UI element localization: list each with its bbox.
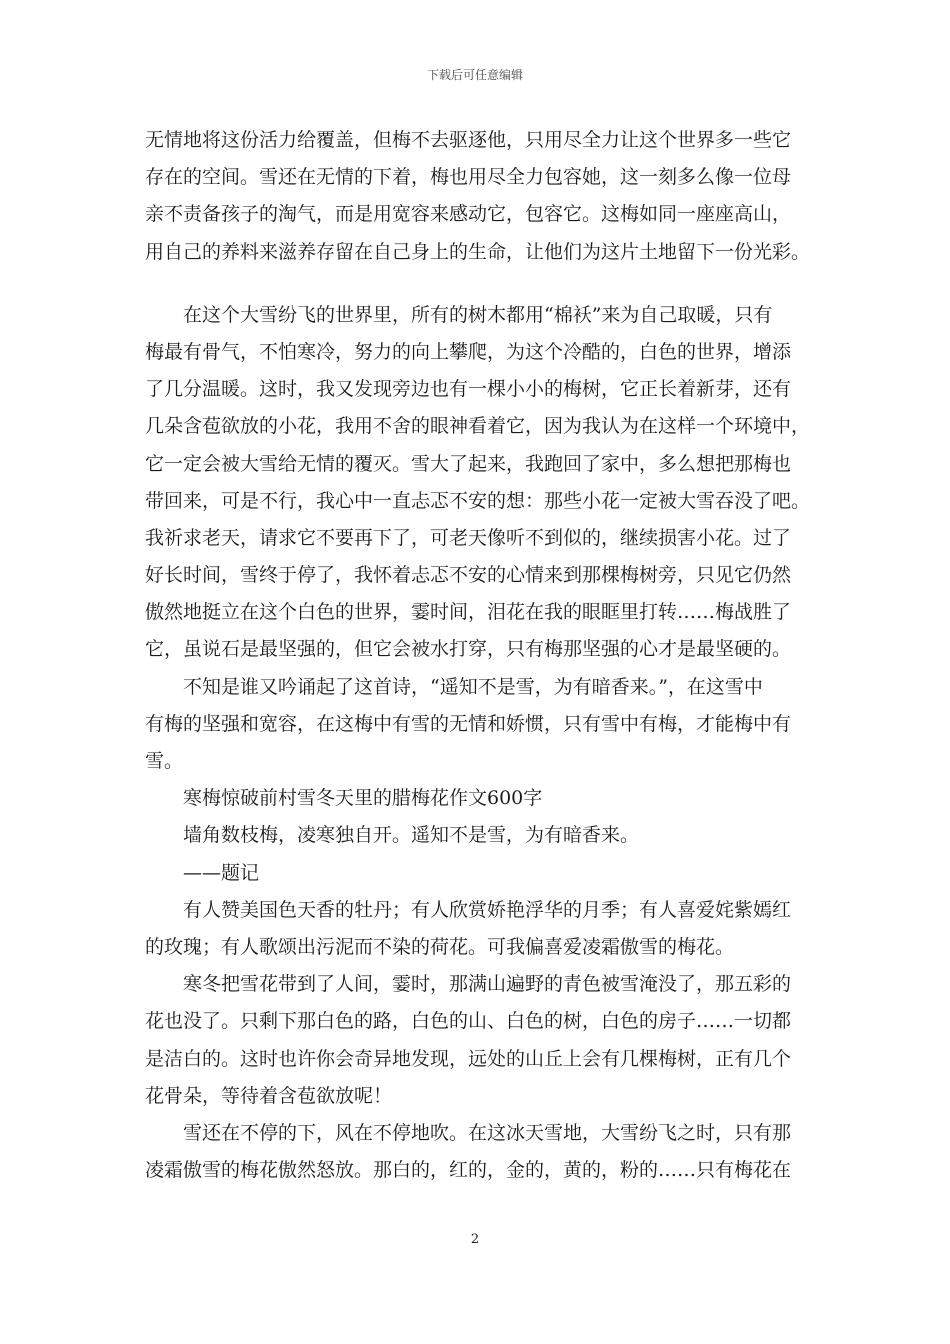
text-line: 用自己的养料来滋养存留在自己身上的生命，让他们为这片土地留下一份光彩。 <box>145 240 811 263</box>
text-line: 雪。 <box>145 750 184 772</box>
paragraph <box>145 780 807 817</box>
page-header: 下载后可任意编辑 <box>426 68 523 82</box>
text-line: 有梅的坚强和宽容，在这梅中有雪的无情和娇惯，只有雪中有梅，才能梅中有 <box>145 712 792 735</box>
paragraph <box>145 892 807 966</box>
text-line: 了几分温暖。这时，我又发现旁边也有一棵小小的梅树，它正长着新芽，还有 <box>145 378 792 401</box>
text-line: 无情地将这份活力给覆盖，但梅不去驱逐他，只用尽全力让这个世界多一些它 <box>145 129 792 151</box>
paragraph <box>145 966 807 1115</box>
text-line: 墙角数枝梅，凌寒独自开。遥知不是雪，为有暗香来。 <box>183 824 640 847</box>
paragraph <box>145 855 807 892</box>
document-body <box>145 122 811 1189</box>
text-line: 它一定会被大雪给无情的覆灭。雪大了起来，我跑回了家中，多么想把那梅也 <box>145 452 792 475</box>
paragraph <box>145 669 807 781</box>
text-line: 花也没了。只剩下那白色的路，白色的山、白色的树，白色的房子……一切都 <box>145 1010 792 1033</box>
text-line: 不知是谁又吟诵起了这首诗，“遥知不是雪，为有暗香来。”，在这雪中 <box>183 675 763 698</box>
text-line: 几朵含苞欲放的小花，我用不舍的眼神看着它，因为我认为在这样一个环境中， <box>145 415 811 438</box>
text-line: 寒冬把雪花带到了人间，霎时，那满山遍野的青色被雪淹没了，那五彩的 <box>183 973 792 996</box>
text-line: 傲然地挺立在这个白色的世界，霎时间，泪花在我的眼眶里打转……梅战胜了 <box>145 601 792 624</box>
text-line: 带回来，可是不行，我心中一直忐忑不安的想：那些小花一定被大雪吞没了吧。 <box>145 489 811 512</box>
text-line: 花骨朵，等待着含苞欲放呢！ <box>145 1084 393 1107</box>
text-line: 梅最有骨气，不怕寒冷，努力的向上攀爬，为这个冷酷的，白色的世界，增添 <box>145 340 792 363</box>
page-number: 2 <box>470 1232 480 1247</box>
text-line: 亲不责备孩子的淘气，而是用宽容来感动它，包容它。这梅如同一座座高山， <box>145 203 792 226</box>
text-line: 在这个大雪纷飞的世界里，所有的树木都用“棉袄”来为自己取暖，只有 <box>183 303 773 326</box>
text-line: 它，虽说石是最坚强的，但它会被水打穿，只有梅那坚强的心才是最坚硬的。 <box>145 638 792 661</box>
text-line: 凌霜傲雪的梅花傲然怒放。那白的，红的，金的，黄的，粉的……只有梅花在 <box>145 1159 792 1182</box>
text-line: 存在的空间。雪还在无情的下着，梅也用尽全力包容她，这一刻多么像一位母 <box>145 166 792 189</box>
text-line: 雪还在不停的下，风在不停地吹。在这冰天雪地，大雪纷飞之时，只有那 <box>183 1121 792 1144</box>
text-line: 寒梅惊破前村雪冬天里的腊梅花作文600字 <box>183 787 543 810</box>
text-line: 是洁白的。这时也许你会奇异地发现，远处的山丘上会有几棵梅树，正有几个 <box>145 1047 792 1070</box>
text-line: 我祈求老天，请求它不要再下了，可老天像听不到似的，继续损害小花。过了 <box>145 526 792 549</box>
paragraph <box>145 297 811 669</box>
paragraph-gap <box>145 271 807 297</box>
text-line: 好长时间，雪终于停了，我怀着忐忑不安的心情来到那棵梅树旁，只见它仍然 <box>145 564 792 587</box>
text-line: 有人赞美国色天香的牡丹；有人欣赏娇艳浮华的月季；有人喜爱姹紫嫣红 <box>183 898 792 921</box>
paragraph <box>145 817 807 854</box>
text-line: 的玫瑰；有人歌颂出污泥而不染的荷花。可我偏喜爱凌霜傲雪的梅花。 <box>145 935 735 958</box>
paragraph <box>145 1115 807 1189</box>
text-line: ——题记 <box>183 861 260 884</box>
paragraph <box>145 122 811 271</box>
